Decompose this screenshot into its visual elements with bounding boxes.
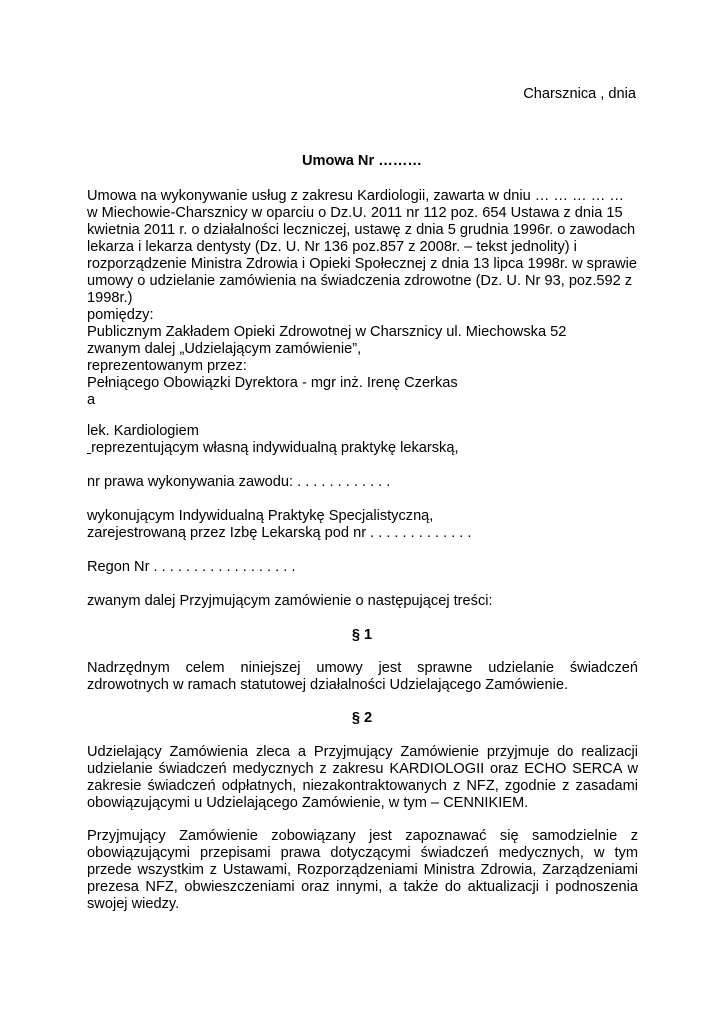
registration-number: zarejestrowaną przez Izbę Lekarską pod nr . . . . . . . . . . . . . [87,525,472,541]
regon-line [87,559,638,576]
accepting-party-label: zwanym dalej Przyjmującym zamówienie o następującej treści: [87,593,493,609]
intro-line: w Miechowie-Charsznicy w oparciu o Dz.U. 2011 nr 112 poz. 654 Ustawa z dnia 15 [87,205,623,221]
and-label: a [87,392,96,408]
section-heading: § 1 [351,627,373,643]
contract-title: Umowa Nr ……… [301,153,422,169]
practice-text: reprezentującym własną indywidualną praktykę lekarską, [91,440,459,456]
represented-by-label: reprezentowanym przez: [87,358,247,374]
place-date: Charsznica , dnia [523,86,636,102]
license-number: nr prawa wykonywania zawodu: . . . . . . . . . . . . [87,474,391,490]
practice-type: wykonującym Indywidualną Praktykę Specjalistyczną, [87,508,434,524]
intro-line: lekarza i lekarza dentysty (Dz. U. Nr 136 poz.857 z 2008r. – tekst jednolity) i [87,239,577,255]
doctor-details [87,423,638,457]
intro-line: rozporządzenie Ministra Zdrowia i Opieki Społecznej z dnia 13 lipca 1998r. w sprawie [87,256,637,272]
regon-number: Regon Nr . . . . . . . . . . . . . . . . . . [87,559,296,575]
between-label: pomiędzy: [87,307,154,323]
section-paragraph: Udzielający Zamówienia zleca a Przyjmujący Zamówienie przyjmuje do realizacji udzielanie świadczeń medycznych z zakresu KARDIOLOGII oraz ECHO SERCA w zakresie świadczeń odpłatnych, niezakontraktowanych z NFZ, zgodnie z zasadami obowiązującymi u Udzielającego Zamówienie, w tym – CENNIKIEM. [87,744,638,811]
intro-line: kwietnia 2011 r. o działalności leczniczej, ustawę z dnia 5 grudnia 1996r. o zawodach [87,222,636,238]
doctor-label: lek. Kardiologiem [87,423,199,439]
practice-registration [87,508,638,542]
ordering-party-label: zwanym dalej „Udzielającym zamówienie”, [87,341,362,357]
license-number-line [87,474,638,491]
section-heading: § 2 [351,710,373,726]
director-name: Pełniącego Obowiązki Dyrektora - mgr inż. Irenę Czerkas [87,375,458,391]
intro-line: umowy o udzielanie zamówienia na świadczenia zdrowotne (Dz. U. Nr 93, poz.592 z [87,273,633,289]
institution-name: Publicznym Zakładem Opieki Zdrowotnej w Charsznicy ul. Miechowska 52 [87,324,567,340]
intro-line: 1998r.) [87,290,133,306]
practice-label [87,440,638,457]
intro-line: Umowa na wykonywanie usług z zakresu Kardiologii, zawarta w dniu … … … … … [87,188,624,204]
accepting-party-line [87,593,638,610]
section-paragraph: Przyjmujący Zamówienie zobowiązany jest zapoznawać się samodzielnie z obowiązującymi przepisami prawa dotyczącymi świadczeń medycznych, w tym przede wszystkim z Ustawami, Rozporządzeniami Ministra Zdrowia, Zarządzeniami prezesa NFZ, obwieszczeniami oraz innymi, a także do aktualizacji i podnoszenia swojej wiedzy. [87,828,638,912]
section-paragraph: Nadrzędnym celem niniejszej umowy jest sprawne udzielanie świadczeń zdrowotnych w ramach statutowej działalności Udzielającego Zamówienie. [87,660,638,693]
intro-paragraph [87,188,638,409]
